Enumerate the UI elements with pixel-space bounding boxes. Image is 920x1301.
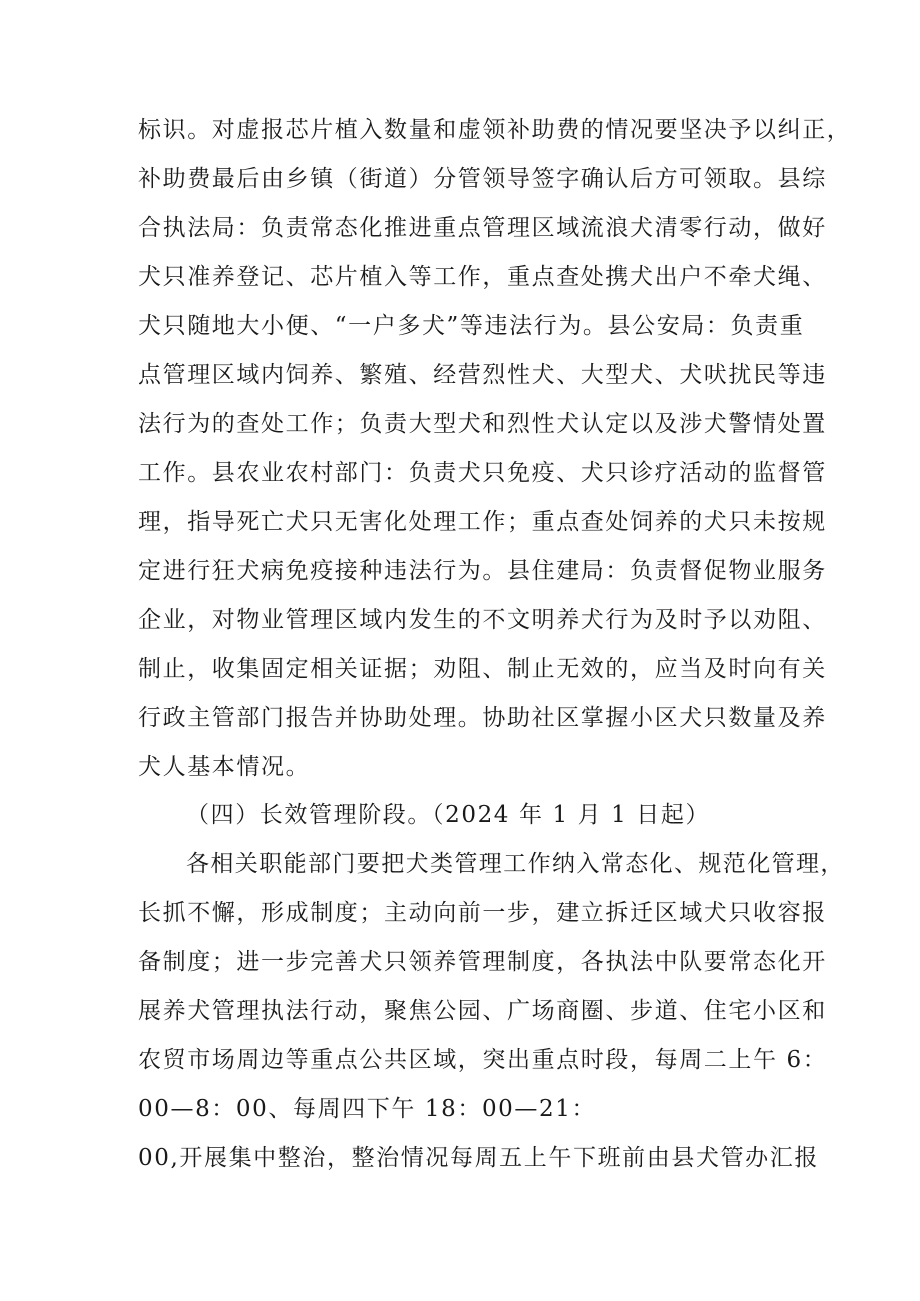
- section-heading: （四）长效管理阶段。（2024 年 1 月 1 日起）: [186, 802, 711, 828]
- text-line-12: 制止，收集固定相关证据；劝阻、制止无效的，应当及时向有关: [138, 656, 827, 682]
- text-line-2: 补助费最后由乡镇（街道）分管领导签字确认后方可领取。县综: [138, 166, 827, 192]
- text-line-18: 备制度；进一步完善犬只领养管理制度，各执法中队要常态化开: [138, 949, 827, 975]
- text-line-14: 犬人基本情况。: [138, 754, 311, 780]
- text-line-4: 犬只准养登记、芯片植入等工作，重点查处携犬出户不牵犬绳、: [138, 264, 827, 290]
- text-line-22: 00,开展集中整治，整治情况每周五上午下班前由县犬管办汇报: [138, 1145, 819, 1171]
- text-line-17: 长抓不懈，形成制度；主动向前一步，建立拆迁区域犬只收容报: [138, 900, 827, 926]
- text-line-8: 工作。县农业农村部门：负责犬只免疫、犬只诊疗活动的监督管: [138, 460, 827, 486]
- text-line-3: 合执法局：负责常态化推进重点管理区域流浪犬清零行动，做好: [138, 215, 827, 241]
- paragraph-first-line: 各相关职能部门要把犬类管理工作纳入常态化、规范化管理，: [186, 851, 845, 877]
- text-line-20: 农贸市场周边等重点公共区域，突出重点时段，每周二上午 6：: [138, 1047, 828, 1073]
- text-line-7: 法行为的查处工作；负责大型犬和烈性犬认定以及涉犬警情处置: [138, 411, 827, 437]
- text-line-13: 行政主管部门报告并协助处理。协助社区掌握小区犬只数量及养: [138, 705, 827, 731]
- text-line-19: 展养犬管理执法行动，聚焦公园、广场商圈、步道、住宅小区和: [138, 998, 827, 1024]
- text-line-11: 企业，对物业管理区域内发生的不文明养犬行为及时予以劝阻、: [138, 607, 827, 633]
- text-line-10: 定进行狂犬病免疫接种违法行为。县住建局：负责督促物业服务: [138, 558, 827, 584]
- text-line-5: 犬只随地大小便、“一户多犬”等违法行为。县公安局：负责重: [138, 313, 805, 339]
- text-line-6: 点管理区域内饲养、繁殖、经营烈性犬、大型犬、犬吠扰民等违: [138, 362, 827, 388]
- text-line-1: 标识。对虚报芯片植入数量和虚领补助费的情况要坚决予以纠正，: [138, 117, 852, 143]
- text-line-21: 00—8：00、每周四下午 18：00—21：: [138, 1096, 597, 1122]
- text-line-9: 理，指导死亡犬只无害化处理工作；重点查处饲养的犬只未按规: [138, 509, 827, 535]
